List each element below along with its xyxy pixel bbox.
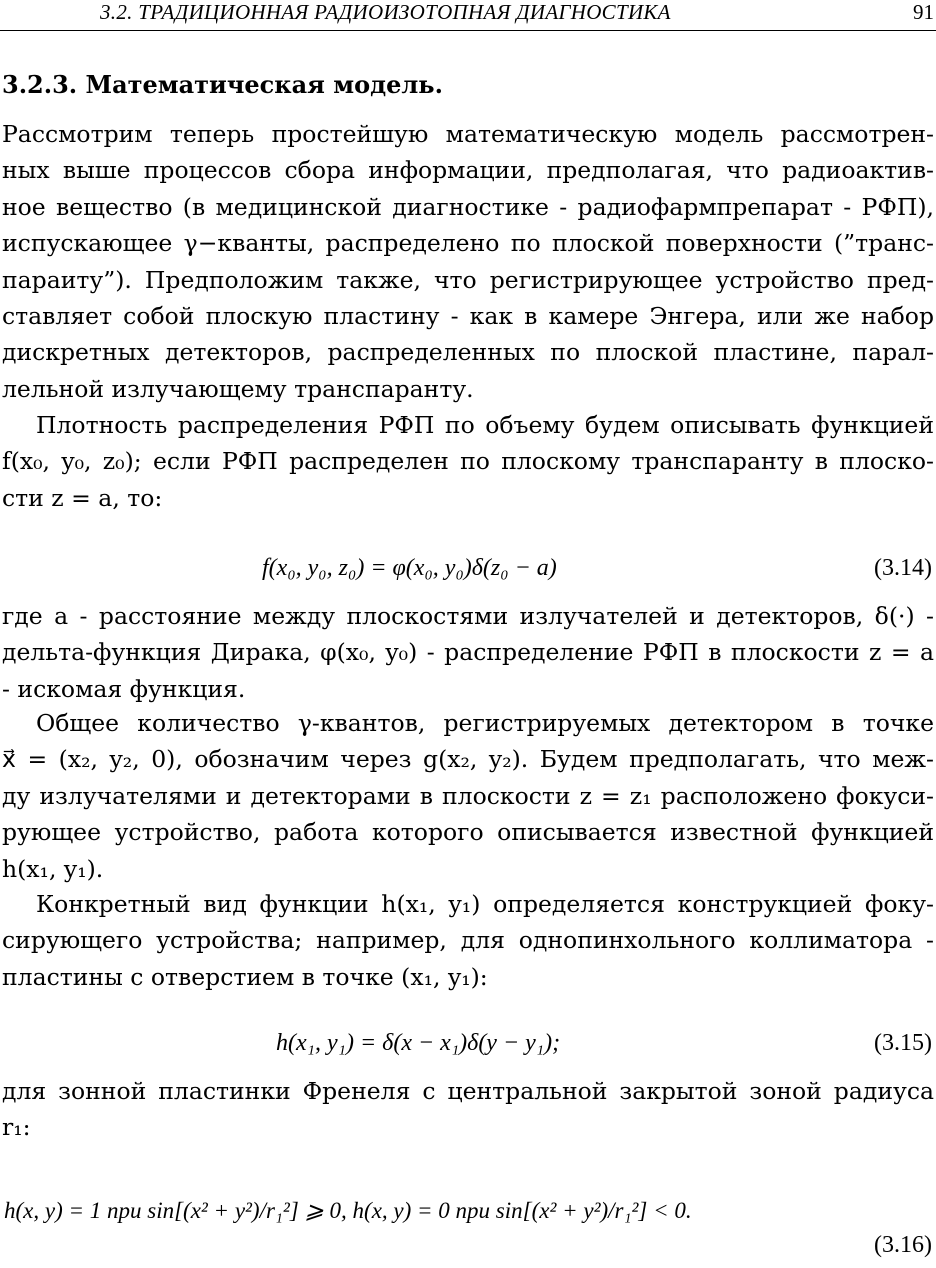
text-line: r₁:: [2, 1113, 31, 1142]
text-line: x⃗ = (x₂, y₂, 0), обозначим через g(x₂, y₂). Будем предполагать, что меж-: [2, 745, 934, 774]
text-line: где a - расстояние между плоскостями излучателей и детекторов, δ(·) -: [2, 602, 934, 630]
text-line: параиту”). Предположим также, что регистрирующее устройство пред-: [2, 265, 934, 294]
text-line: Конкретный вид функции h(x₁, y₁) определяется конструкцией фоку-: [36, 890, 934, 918]
text-line: Плотность распределения РФП по объему будем описывать функцией: [36, 411, 934, 439]
equation-3-15: [0, 1030, 932, 1070]
text-line: f(x₀, y₀, z₀); если РФП распределен по плоскому транспаранту в плоско-: [2, 447, 934, 476]
equation-number: (3.15): [874, 1030, 932, 1056]
text-line: пластины с отверстием в точке (x₁, y₁):: [2, 962, 488, 991]
text-line: Рассмотрим теперь простейшую математическую модель рассмотрен-: [2, 120, 934, 148]
text-line: ставляет собой плоскую пластину - как в камере Энгера, или же набор: [2, 302, 934, 331]
page-number: 91: [913, 0, 934, 24]
equation-body: f(x₀, y₀, z₀) = φ(x₀, y₀)δ(z₀ − a): [262, 555, 557, 581]
equation-number: (3.16): [874, 1232, 932, 1258]
equation-body: h(x, y) = 1 npu sin[(x² + y²)/r₁²] ⩾ 0, h(x, y) = 0 npu sin[(x² + y²)/r₁²] < 0.: [4, 1198, 692, 1223]
text-line: дискретных детекторов, распределенных по плоской пластине, парал-: [2, 338, 934, 367]
paragraph-fresnel: [2, 1073, 934, 1146]
text-line: Общее количество γ-квантов, регистрируемых детектором в точке: [36, 709, 934, 737]
paragraph-collimator: [2, 886, 934, 995]
text-line: сти z = a, то:: [2, 483, 163, 512]
text-line: ных выше процессов сбора информации, предполагая, что радиоактив-: [2, 156, 934, 185]
text-line: лельной излучающему транспаранту.: [2, 374, 474, 403]
text-line: испускающее γ−кванты, распределено по плоской поверхности (”транс-: [2, 229, 934, 258]
paragraph-quanta: [2, 705, 934, 887]
equation-3-16: [0, 1198, 932, 1268]
text-line: рующее устройство, работа которого описывается известной функцией: [2, 818, 934, 847]
paragraph-intro: [2, 116, 934, 407]
paragraph-density: [2, 407, 934, 516]
text-line: ду излучателями и детекторами в плоскости z = z₁ расположено фокуси-: [2, 781, 934, 810]
equation-body: h(x₁, y₁) = δ(x − x₁)δ(y − y₁);: [276, 1030, 561, 1056]
running-title: 3.2. ТРАДИЦИОННАЯ РАДИОИЗОТОПНАЯ ДИАГНОСТИКА: [100, 0, 671, 24]
running-header: [0, 0, 936, 31]
text-line: для зонной пластинки Френеля с центральной закрытой зоной радиуса: [2, 1077, 934, 1105]
paragraph-definitions: [2, 598, 934, 707]
equation-3-14: [0, 555, 932, 595]
text-line: дельта-функция Дирака, φ(x₀, y₀) - распределение РФП в плоскости z = a: [2, 638, 934, 667]
section-title: 3.2.3. Математическая модель.: [2, 70, 443, 99]
text-line: ное вещество (в медицинской диагностике - радиофармпрепарат - РФП),: [2, 192, 934, 221]
text-line: - искомая функция.: [2, 674, 246, 703]
equation-number: (3.14): [874, 555, 932, 581]
text-line: сирующего устройства; например, для однопинхольного коллиматора -: [2, 926, 934, 955]
text-line: h(x₁, y₁).: [2, 854, 104, 883]
